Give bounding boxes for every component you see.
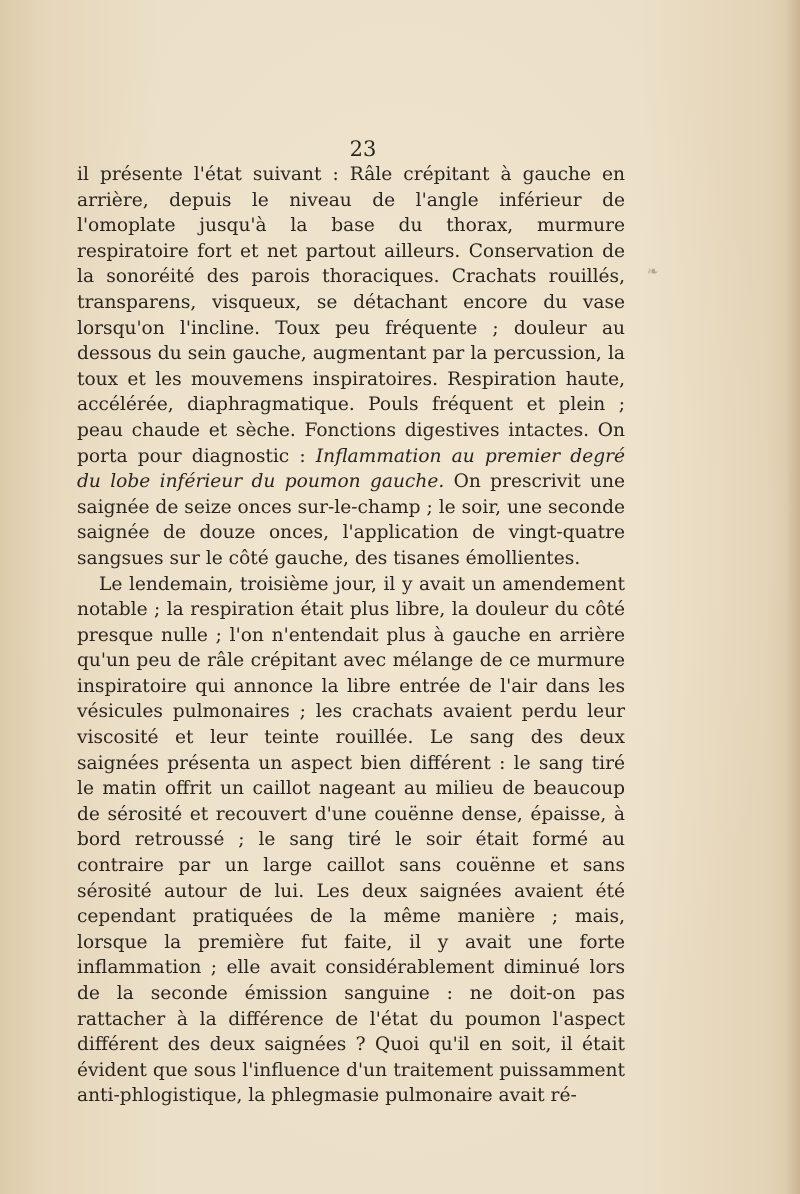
paragraph-1-text-end: On prescrivit une saignée de seize onces sur-le-champ ; le soir, une seconde saignée de douze onces, l'application de vingt-quatre sangsues sur le côté gauche, des tisanes émollientes. bbox=[77, 471, 625, 569]
paragraph-1-text-start: il présente l'état suivant : Râle crépitant à gauche en arrière, depuis le niveau de l'angle inférieur de l'omoplate jusqu'à la base du thorax, murmure respiratoire fort et net partout ailleurs. Conservation de la sonoréité des parois thoraciques. Crachats rouillés, transparens, visqueux, se détachant encore du vase lorsqu'on l'incline. Toux peu fréquente ; douleur au dessous du sein gauche, augmentant par la percussion, la toux et les mouvemens inspiratoires. Respiration haute, accélérée, diaphragmatique. Pouls fréquent et plein ; peau chaude et sèche. Fonctions digestives intactes. On porta pour diagnostic : bbox=[77, 164, 625, 467]
page-edge-shadow bbox=[786, 0, 800, 1194]
paper-stain-mark: ❧ bbox=[647, 264, 659, 280]
paragraph-2: Le lendemain, troisième jour, il y avait un amendement notable ; la respiration était plus libre, la douleur du côté presque nulle ; l'on n'entendait plus à gauche en arrière qu'un peu de râle crépitant avec mélange de ce murmure inspiratoire qui annonce la libre entrée de l'air dans les vésicules pulmonaires ; les crachats avaient perdu leur viscosité et leur teinte rouillée. Le sang des deux saignées présenta un aspect bien différent : le sang tiré le matin offrit un caillot nageant au milieu de beaucoup de sérosité et recouvert d'une couënne dense, épaisse, à bord retroussé ; le sang tiré le soir était formé au contraire par un large caillot sans couënne et sans sérosité autour de lui. Les deux saignées avaient été cependant pratiquées de la même manière ; mais, lorsque la première fut faite, il y avait une forte inflammation ; elle avait considérablement diminué lors de la seconde émission sanguine : ne doit-on pas rattacher à la différence de l'état du poumon l'aspect différent des deux saignées ? Quoi qu'il en soit, il était évident que sous l'influence d'un traitement puissamment anti-phlogistique, la phlegmasie pulmonaire avait ré- bbox=[77, 573, 625, 1107]
diagnosis-italic: Inflammation au premier degré du lobe inférieur du poumon gauche. bbox=[77, 445, 625, 493]
body-text bbox=[77, 162, 625, 1109]
page-number: 23 bbox=[349, 137, 377, 161]
paragraph-1 bbox=[77, 162, 625, 572]
